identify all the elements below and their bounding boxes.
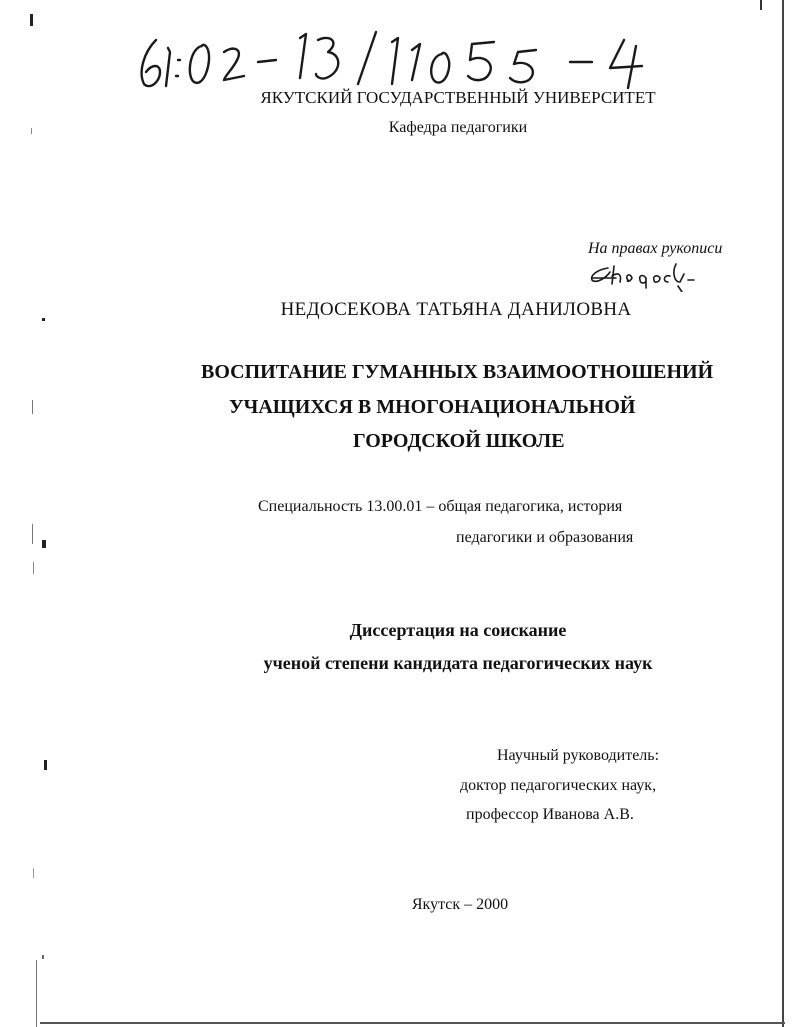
scan-speck (33, 868, 34, 878)
dissertation-line-1: Диссертация на соискание (349, 620, 567, 640)
department-name: Кафедра педагогики (388, 119, 528, 136)
supervisor-label: Научный руководитель: (497, 747, 660, 764)
university-name: ЯКУТСКИЙ ГОСУДАРСТВЕННЫЙ УНИВЕРСИТЕТ (260, 88, 656, 107)
scan-speck (42, 955, 44, 959)
scan-border-bottom (40, 1022, 785, 1024)
city-year: Якутск – 2000 (411, 896, 509, 913)
scan-border-left (36, 960, 37, 1027)
scan-speck (33, 562, 34, 574)
scan-speck (32, 400, 33, 414)
scan-speck (32, 524, 33, 544)
title-line-1: ВОСПИТАНИЕ ГУМАННЫХ ВЗАИМООТНОШЕНИЙ (201, 361, 714, 383)
scan-speck (42, 318, 45, 321)
scan-border-right (782, 0, 784, 1027)
author-name: НЕДОСЕКОВА ТАТЬЯНА ДАНИЛОВНА (280, 299, 632, 320)
specialty-line-1: Специальность 13.00.01 – общая педагогика, история (258, 498, 623, 515)
title-line-2: УЧАЩИХСЯ В МНОГОНАЦИОНАЛЬНОЙ (229, 396, 636, 418)
manuscript-note: На правах рукописи (588, 240, 723, 257)
specialty-line-2: педагогики и образования (456, 529, 634, 546)
scan-speck (30, 14, 33, 26)
dissertation-line-2: ученой степени кандидата педагогических наук (263, 653, 653, 673)
scan-speck (44, 760, 47, 770)
title-line-3: ГОРОДСКОЙ ШКОЛЕ (353, 430, 565, 452)
scan-speck (42, 540, 46, 548)
supervisor-name: профессор Иванова А.В. (466, 806, 634, 823)
author-signature (588, 258, 698, 292)
scan-border-top (760, 0, 762, 10)
scan-speck (31, 128, 32, 134)
handwritten-archive-code (130, 12, 660, 92)
supervisor-degree: доктор педагогических наук, (460, 777, 657, 794)
